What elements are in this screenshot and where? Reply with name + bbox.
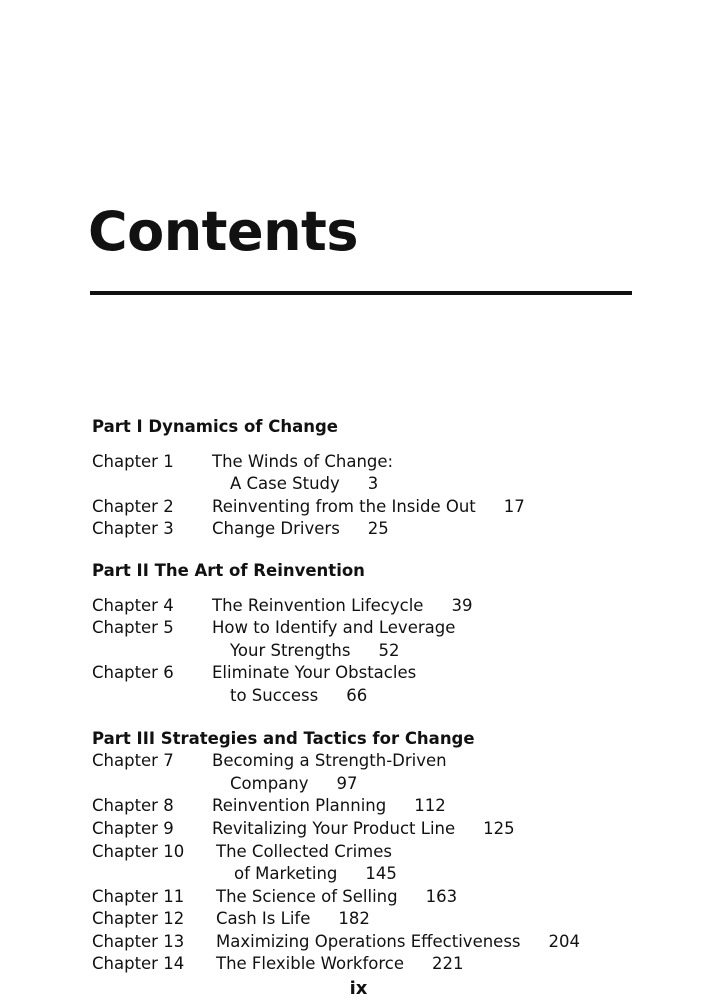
chapter-entry-continued (92, 773, 692, 796)
chapter-entry-continued (92, 473, 692, 496)
chapter-label: Chapter 7 (92, 751, 174, 771)
chapter-label: Chapter 11 (92, 886, 185, 906)
chapter-title: The Flexible Workforce (216, 954, 405, 974)
chapter-entry (92, 617, 692, 640)
chapter-entry (92, 451, 692, 474)
chapter-label: Chapter 2 (92, 496, 174, 516)
chapter-entry-continued (92, 640, 692, 663)
chapter-page: 204 (548, 931, 581, 951)
chapter-label: Chapter 14 (92, 954, 185, 974)
chapter-page: 163 (425, 886, 458, 906)
chapter-page: 125 (483, 818, 515, 838)
part-heading: Part II The Art of Reinvention (92, 560, 365, 580)
chapter-label: Chapter 3 (92, 519, 174, 539)
chapter-label: Chapter 5 (92, 618, 174, 638)
chapter-title: The Collected Crimes (216, 841, 392, 861)
chapter-page: 112 (414, 796, 446, 816)
table-of-contents (92, 416, 692, 976)
chapter-title: The Winds of Change: (212, 451, 394, 471)
chapter-label: Chapter 1 (92, 451, 174, 471)
chapter-entry (92, 931, 692, 954)
chapter-title: How to Identify and Leverage (212, 618, 456, 638)
chapter-label (92, 863, 216, 886)
chapter-entry (92, 518, 692, 541)
chapter-label: Chapter 4 (92, 595, 174, 615)
chapter-title: A Case Study (230, 474, 340, 494)
chapter-entry (92, 750, 692, 773)
chapter-entry-continued (92, 863, 692, 886)
chapter-entry (92, 886, 692, 909)
chapter-title: Revitalizing Your Product Line (212, 818, 456, 838)
chapter-label (92, 473, 212, 496)
chapter-label: Chapter 10 (92, 841, 185, 861)
chapter-label (92, 685, 212, 708)
chapter-page: 52 (378, 640, 400, 660)
chapter-label (92, 640, 212, 663)
chapter-page: 66 (346, 685, 368, 705)
chapter-label: Chapter 12 (92, 909, 185, 929)
chapter-title: Cash Is Life (216, 909, 311, 929)
chapter-title: to Success (230, 685, 319, 705)
page-title: Contents (88, 200, 359, 263)
chapter-title: Eliminate Your Obstacles (212, 663, 417, 683)
chapter-page: 221 (432, 954, 464, 974)
chapter-entry (92, 953, 692, 976)
chapter-entry (92, 841, 692, 864)
part-heading: Part III Strategies and Tactics for Change (92, 728, 475, 748)
chapter-label: Chapter 6 (92, 663, 174, 683)
chapter-label (92, 773, 212, 796)
chapter-entry (92, 908, 692, 931)
chapter-title: Your Strengths (230, 640, 351, 660)
chapter-page: 39 (451, 595, 473, 615)
chapter-page: 145 (365, 864, 397, 884)
chapter-entry (92, 496, 692, 519)
chapter-title: Reinventing from the Inside Out (212, 496, 476, 516)
chapter-page: 97 (336, 773, 358, 793)
chapter-entry (92, 595, 692, 618)
title-rule (90, 291, 632, 295)
chapter-page: 17 (503, 496, 525, 516)
chapter-title: Reinvention Planning (212, 796, 387, 816)
chapter-entry (92, 795, 692, 818)
chapter-page: 182 (338, 909, 370, 929)
chapter-label: Chapter 9 (92, 818, 174, 838)
chapter-title: Company (230, 773, 309, 793)
chapter-title: Becoming a Strength-Driven (212, 751, 447, 771)
chapter-title: Change Drivers (212, 519, 340, 539)
chapter-page: 3 (367, 474, 379, 494)
chapter-entry (92, 818, 692, 841)
chapter-entry (92, 662, 692, 685)
chapter-title: The Reinvention Lifecycle (212, 595, 424, 615)
chapter-page: 25 (367, 519, 389, 539)
chapter-title: The Science of Selling (216, 886, 398, 906)
page-number: ix (349, 978, 368, 999)
part-heading: Part I Dynamics of Change (92, 417, 338, 436)
chapter-title: Maximizing Operations Effectiveness (216, 931, 521, 951)
chapter-entry-continued (92, 685, 692, 708)
chapter-title: of Marketing (234, 864, 338, 884)
chapter-label: Chapter 13 (92, 931, 185, 951)
chapter-label: Chapter 8 (92, 796, 174, 816)
